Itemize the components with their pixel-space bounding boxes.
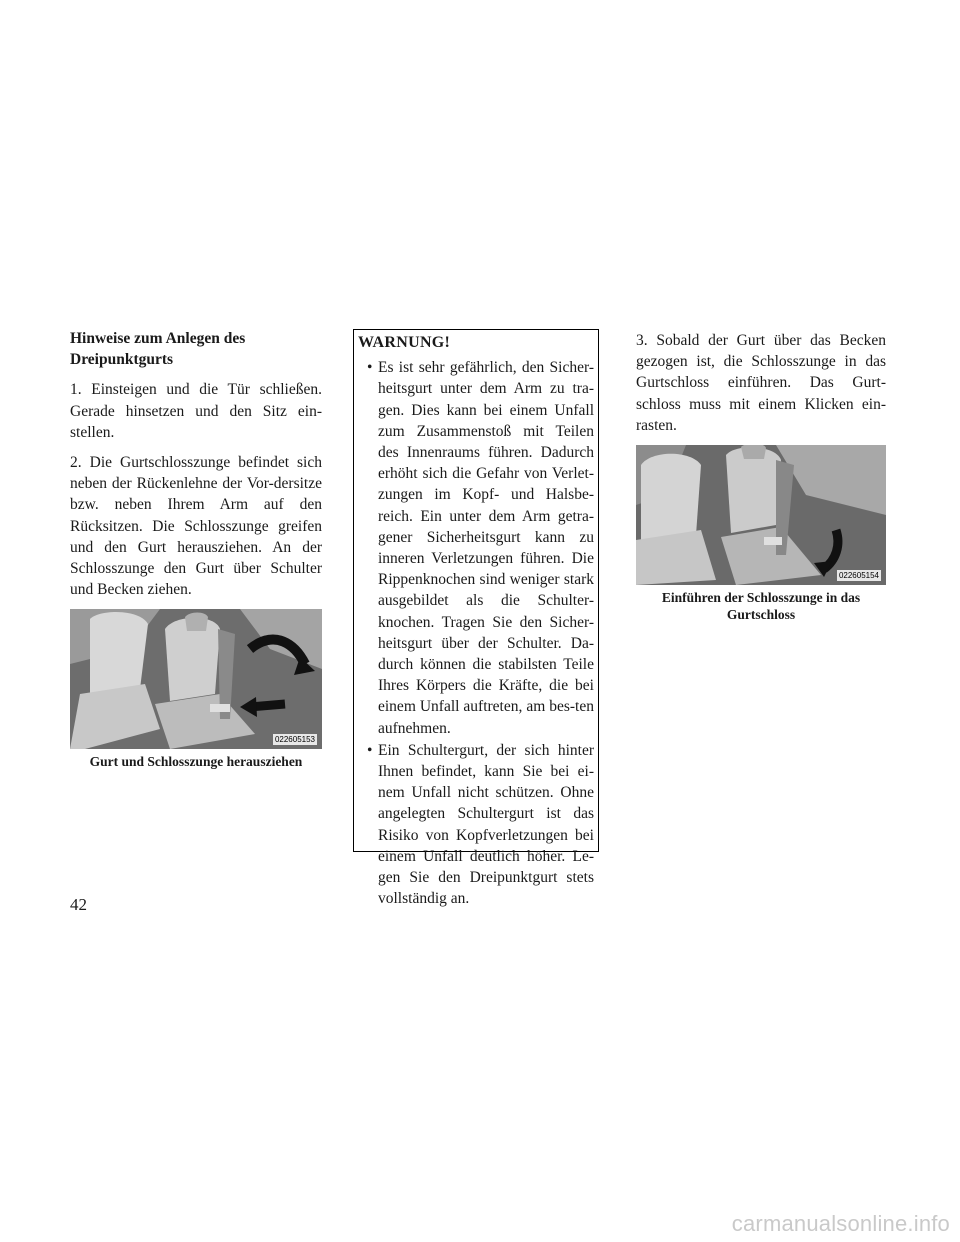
left-column: [70, 328, 322, 770]
bullet-icon: •: [367, 359, 373, 377]
section-heading: Hinweise zum Anlegen des Dreipunktgurts: [70, 330, 246, 369]
figure-caption: Gurt und Schlosszunge herausziehen: [89, 754, 303, 770]
warning-title: WARNUNG!: [358, 334, 451, 351]
step-2-text: 2. Die Gurtschlosszunge befindet sich neben der Rückenlehne der Vor-dersitze bzw. neben Ihrem Arm auf den Rücksitzen. Die Schlosszunge greifen und den Gurt herausziehen. An der Schlosszunge den Gurt über Schulter und Becken ziehen.: [70, 454, 322, 599]
warning-item: [358, 357, 594, 739]
warning-box: [353, 329, 599, 908]
page-number: 42: [70, 895, 87, 914]
seatbelt-pull-photo: [70, 609, 322, 749]
warning-item-text: Es ist sehr gefährlich, den Sicher-heitsgurt unter dem Arm zu tra-gen. Dies kann bei einem Unfall zum Zusammenstoß mit Teilen des Innenraums führen. Dadurch erhöht sich die Gefahr von Verlet-zungen im Kopf- und Halsbe-reich. Ein unter dem Arm getra-gener Sicherheitsgurt kann zu inneren Verletzungen führen. Die Rippenknochen sind weniger stark ausgebildet als die Schulter-knochen. Tragen Sie den Sicher-heitsgurt über der Schulter. Da-durch können die stabilsten Teile Ihres Körpers die Kräfte, die bei einem Unfall auftreten, am bes-ten aufnehmen.: [378, 359, 594, 737]
step-3-text: 3. Sobald der Gurt über das Becken gezogen ist, die Schlosszunge in das Gurtschloss einführen. Das Gurt-schloss muss mit einem Klicken ein-rasten.: [636, 332, 886, 434]
step-1-text: 1. Einsteigen und die Tür schließen. Gerade hinsetzen und den Sitz ein-stellen.: [70, 381, 322, 441]
figure-caption: Einführen der Schlosszunge in das Gurtschloss: [661, 590, 861, 623]
buckle-insert-photo: [636, 445, 886, 585]
middle-column: [353, 329, 603, 908]
seat-illustration: [70, 609, 322, 749]
warning-item-text: Ein Schultergurt, der sich hinter Ihnen befindet, kann Sie bei ei-nem Unfall nicht schützen. Ohne angelegten Schultergurt ist das Risiko von Kopfverletzungen bei einem Unfall deutlich höher. Le-gen Sie den Dreipunktgurt stets vollständig an.: [378, 741, 594, 908]
warning-list: [354, 357, 598, 909]
seat-illustration: [636, 445, 886, 585]
figure-code: 022605153: [274, 735, 315, 745]
right-column: [636, 330, 886, 623]
bullet-icon: •: [367, 741, 373, 759]
figure-code: 022605154: [838, 571, 879, 581]
warning-item: [358, 740, 594, 910]
footer-watermark: carmanualsonline.info: [731, 1211, 950, 1236]
